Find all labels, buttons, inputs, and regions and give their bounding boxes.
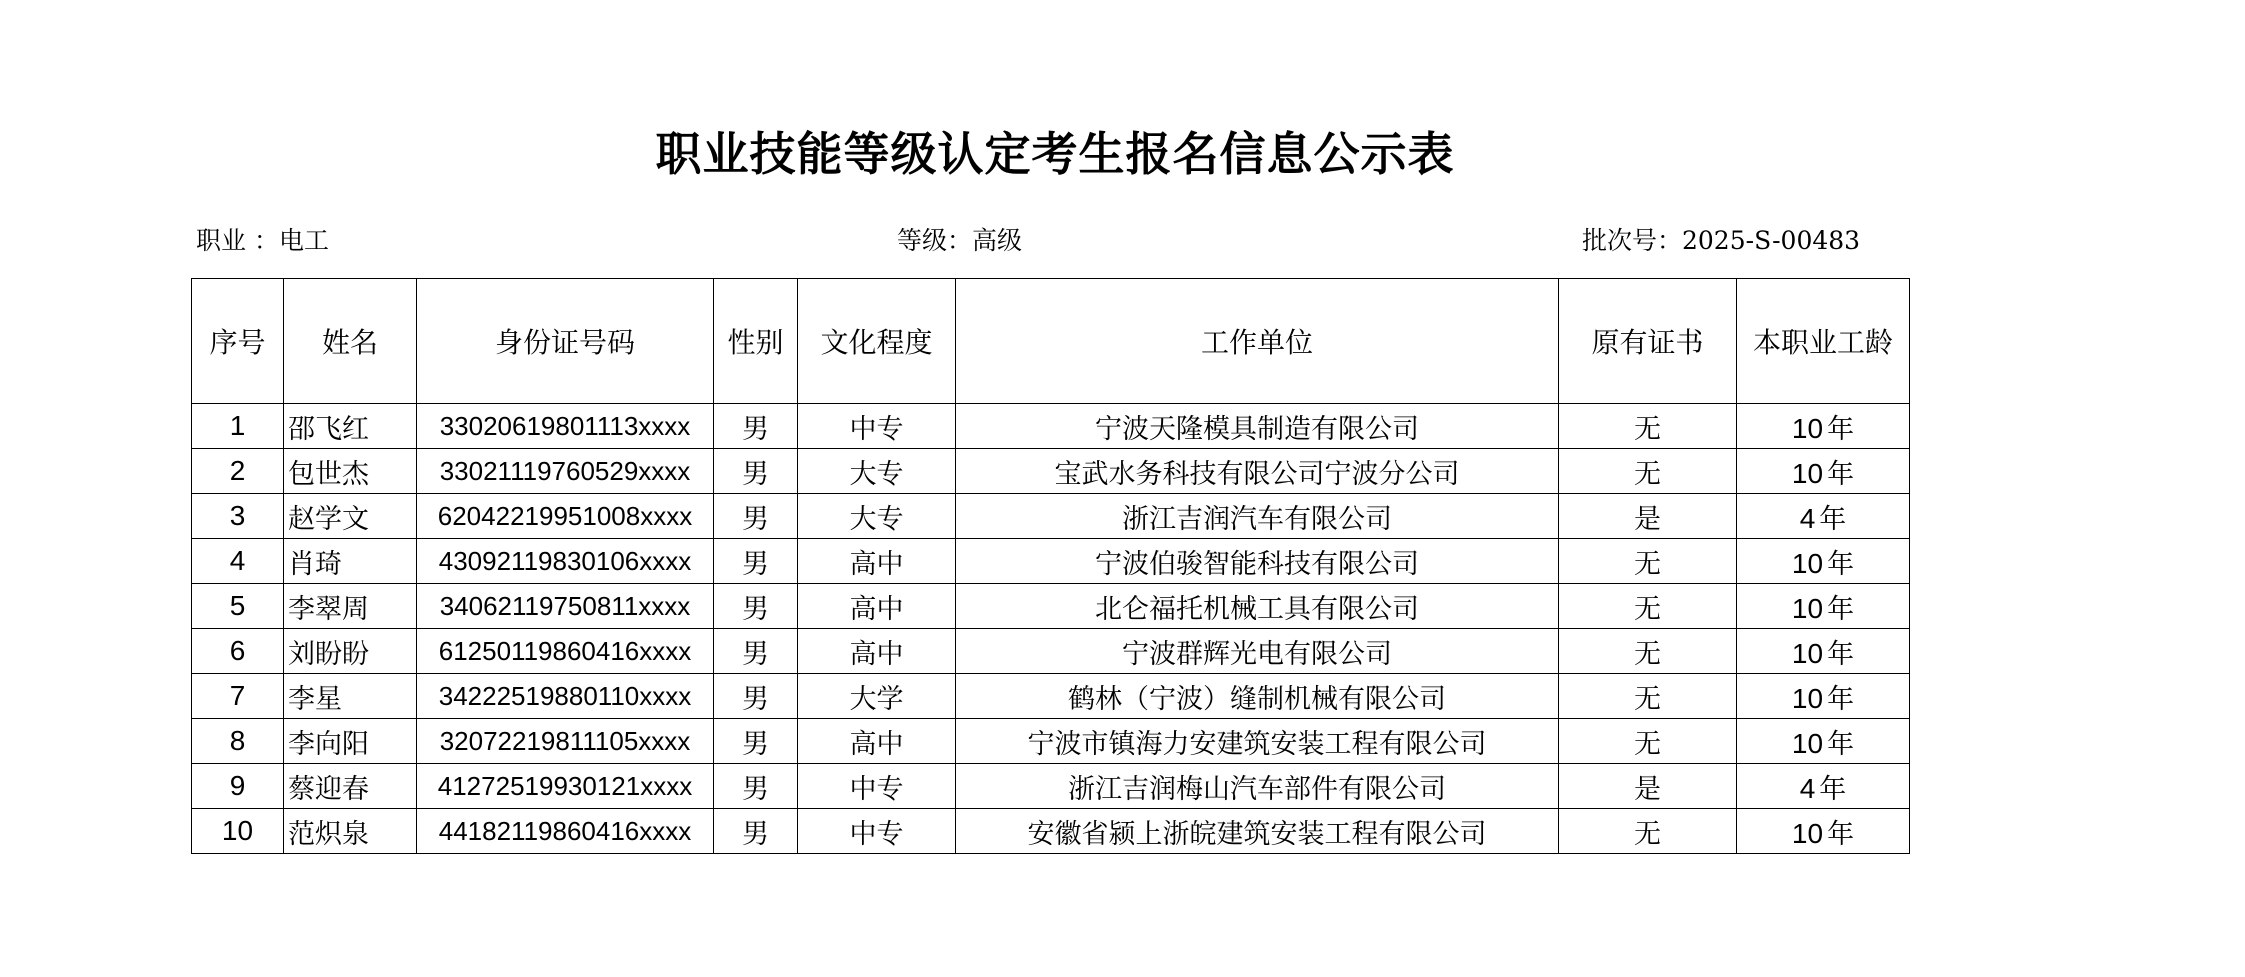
- years-value: 4: [1799, 502, 1816, 534]
- cell-years: [1737, 584, 1910, 629]
- cell-years: [1737, 629, 1910, 674]
- cell-employer: 宁波伯骏智能科技有限公司: [956, 539, 1559, 584]
- cell-education: 中专: [798, 809, 956, 854]
- cell-name: 李向阳: [284, 719, 417, 764]
- header-id-number: 身份证号码: [417, 279, 714, 404]
- table-row: [192, 809, 1910, 854]
- years-unit: 年: [1827, 818, 1855, 850]
- cell-id-number: 34062119750811xxxx: [417, 584, 714, 629]
- cell-name: 范炽泉: [284, 809, 417, 854]
- cell-id-number: 62042219951008xxxx: [417, 494, 714, 539]
- cell-existing-cert: 无: [1559, 629, 1737, 674]
- cell-seq: 8: [192, 719, 284, 764]
- cell-seq: 3: [192, 494, 284, 539]
- cell-education: 大专: [798, 494, 956, 539]
- cell-years: [1737, 764, 1910, 809]
- cell-id-number: 61250119860416xxxx: [417, 629, 714, 674]
- years-unit: 年: [1827, 548, 1855, 580]
- cell-gender: 男: [714, 629, 798, 674]
- cell-employer: 宁波群辉光电有限公司: [956, 629, 1559, 674]
- cell-gender: 男: [714, 584, 798, 629]
- cell-id-number: 44182119860416xxxx: [417, 809, 714, 854]
- cell-seq: 9: [192, 764, 284, 809]
- years-value: 4: [1799, 772, 1816, 804]
- cell-employer: 北仑福托机械工具有限公司: [956, 584, 1559, 629]
- cell-seq: 7: [192, 674, 284, 719]
- cell-employer: 宝武水务科技有限公司宁波分公司: [956, 449, 1559, 494]
- cell-gender: 男: [714, 674, 798, 719]
- cell-name: 李翠周: [284, 584, 417, 629]
- cell-years: [1737, 449, 1910, 494]
- cell-education: 高中: [798, 629, 956, 674]
- cell-id-number: 34222519880110xxxx: [417, 674, 714, 719]
- cell-existing-cert: 无: [1559, 809, 1737, 854]
- cell-gender: 男: [714, 719, 798, 764]
- registration-table: [191, 278, 1910, 854]
- cell-education: 高中: [798, 719, 956, 764]
- cell-name: 包世杰: [284, 449, 417, 494]
- cell-id-number: 43092119830106xxxx: [417, 539, 714, 584]
- table-row: [192, 719, 1910, 764]
- cell-years: [1737, 809, 1910, 854]
- cell-education: 高中: [798, 539, 956, 584]
- years-value: 10: [1791, 727, 1824, 759]
- cell-gender: 男: [714, 764, 798, 809]
- header-seq: 序号: [192, 279, 284, 404]
- cell-years: [1737, 539, 1910, 584]
- cell-years: [1737, 674, 1910, 719]
- years-unit: 年: [1827, 413, 1855, 445]
- cell-seq: 5: [192, 584, 284, 629]
- table-header-row: [192, 279, 1910, 404]
- cell-employer: 鹤林（宁波）缝制机械有限公司: [956, 674, 1559, 719]
- years-unit: 年: [1827, 683, 1855, 715]
- cell-employer: 宁波市镇海力安建筑安装工程有限公司: [956, 719, 1559, 764]
- cell-id-number: 41272519930121xxxx: [417, 764, 714, 809]
- cell-years: [1737, 494, 1910, 539]
- table-row: [192, 449, 1910, 494]
- cell-name: 李星: [284, 674, 417, 719]
- cell-employer: 浙江吉润汽车有限公司: [956, 494, 1559, 539]
- years-unit: 年: [1827, 593, 1855, 625]
- cell-gender: 男: [714, 494, 798, 539]
- header-existing-cert: 原有证书: [1559, 279, 1737, 404]
- cell-seq: 4: [192, 539, 284, 584]
- cell-years: [1737, 404, 1910, 449]
- table-row: [192, 539, 1910, 584]
- cell-gender: 男: [714, 539, 798, 584]
- cell-name: 刘盼盼: [284, 629, 417, 674]
- occupation-label: 职业 ：电工: [196, 226, 329, 255]
- cell-existing-cert: 是: [1559, 764, 1737, 809]
- cell-existing-cert: 无: [1559, 584, 1737, 629]
- cell-existing-cert: 无: [1559, 719, 1737, 764]
- header-education: 文化程度: [798, 279, 956, 404]
- table-row: [192, 764, 1910, 809]
- cell-years: [1737, 719, 1910, 764]
- years-unit: 年: [1827, 458, 1855, 490]
- cell-seq: 10: [192, 809, 284, 854]
- cell-gender: 男: [714, 449, 798, 494]
- years-unit: 年: [1819, 503, 1847, 535]
- cell-education: 中专: [798, 404, 956, 449]
- cell-education: 高中: [798, 584, 956, 629]
- years-unit: 年: [1827, 728, 1855, 760]
- cell-gender: 男: [714, 809, 798, 854]
- cell-employer: 宁波天隆模具制造有限公司: [956, 404, 1559, 449]
- cell-education: 大专: [798, 449, 956, 494]
- header-gender: 性别: [714, 279, 798, 404]
- cell-existing-cert: 无: [1559, 449, 1737, 494]
- cell-id-number: 33020619801113xxxx: [417, 404, 714, 449]
- cell-name: 蔡迎春: [284, 764, 417, 809]
- table-row: [192, 494, 1910, 539]
- cell-gender: 男: [714, 404, 798, 449]
- cell-name: 肖琦: [284, 539, 417, 584]
- cell-education: 中专: [798, 764, 956, 809]
- years-value: 10: [1791, 457, 1824, 489]
- cell-id-number: 33021119760529xxxx: [417, 449, 714, 494]
- table-row: [192, 404, 1910, 449]
- years-unit: 年: [1827, 638, 1855, 670]
- page-title: 职业技能等级认定考生报名信息公示表: [655, 127, 1455, 181]
- years-value: 10: [1791, 547, 1824, 579]
- cell-existing-cert: 无: [1559, 539, 1737, 584]
- cell-seq: 6: [192, 629, 284, 674]
- header-name: 姓名: [284, 279, 417, 404]
- cell-name: 邵飞红: [284, 404, 417, 449]
- table-row: [192, 584, 1910, 629]
- years-unit: 年: [1819, 773, 1847, 805]
- years-value: 10: [1791, 412, 1824, 444]
- table-row: [192, 674, 1910, 719]
- header-employer: 工作单位: [956, 279, 1559, 404]
- years-value: 10: [1791, 592, 1824, 624]
- cell-seq: 1: [192, 404, 284, 449]
- level-label: 等级：高级: [897, 226, 1023, 255]
- cell-id-number: 32072219811105xxxx: [417, 719, 714, 764]
- years-value: 10: [1791, 682, 1824, 714]
- years-value: 10: [1791, 637, 1824, 669]
- cell-employer: 浙江吉润梅山汽车部件有限公司: [956, 764, 1559, 809]
- header-years: 本职业工龄: [1737, 279, 1910, 404]
- table-row: [192, 629, 1910, 674]
- batch-number-label: 批次号：2025-S-00483: [1582, 226, 1861, 255]
- cell-employer: 安徽省颍上浙皖建筑安装工程有限公司: [956, 809, 1559, 854]
- cell-name: 赵学文: [284, 494, 417, 539]
- cell-existing-cert: 无: [1559, 404, 1737, 449]
- cell-education: 大学: [798, 674, 956, 719]
- years-value: 10: [1791, 817, 1824, 849]
- cell-existing-cert: 无: [1559, 674, 1737, 719]
- cell-seq: 2: [192, 449, 284, 494]
- cell-existing-cert: 是: [1559, 494, 1737, 539]
